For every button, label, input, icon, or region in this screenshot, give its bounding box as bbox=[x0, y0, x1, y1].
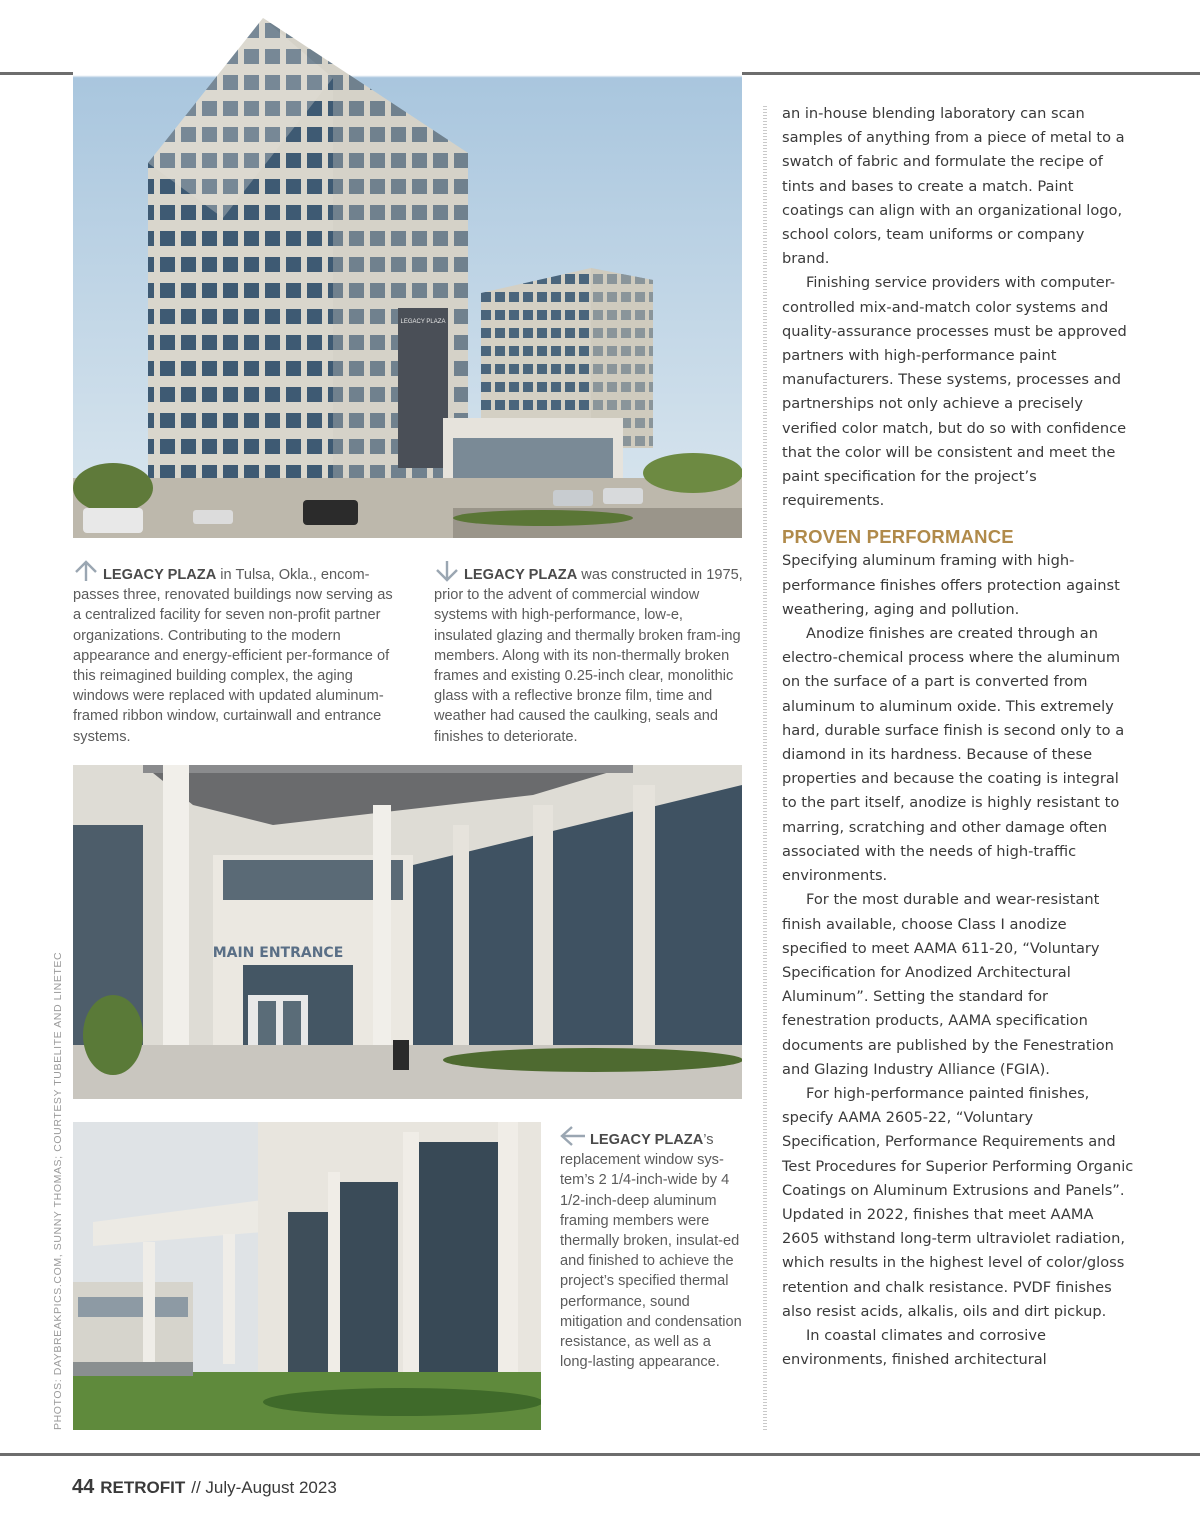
bottom-rule bbox=[0, 1453, 1200, 1456]
page-number: 44 bbox=[72, 1476, 95, 1498]
arrow-up-icon bbox=[73, 560, 99, 582]
article-paragraph: Finishing service providers with computer-controlled mix-and-match color systems and quality-assurance processes must be approved partners with high-performance paint manufacturers. These systems, processes and partnerships not only achieve a precisely verified color match, but do so with confidence that the color will be consistent and meet the paint specification for the project’s requirements. bbox=[782, 274, 1127, 510]
photo-caption-3 bbox=[560, 1125, 743, 1372]
caption-text: was constructed in 1975, prior to the advent of commercial window systems with high-performance, low-e, insulated glazing and thermally broken fram-ing members. Along with its non-thermally broken frames and existing 0.25-inch clear, monolithic glass with a reflective bronze film, time and weather had caused the caulking, seals and finishes to deteriorate. bbox=[434, 567, 743, 745]
article-paragraph: For high-performance painted finishes, specify AAMA 2605-22, “Voluntary Specification, Performance Requirements and Test Procedures for Superior Performing Organic Coatings on Aluminum Extrusions and Panels”. Updated in 2022, finishes that meet AAMA 2605 withstand long-term ultraviolet radiation, which results in the highest level of color/gloss retention and chalk resistance. PVDF finishes also resist acids, alkalis, oils and dirt pickup. bbox=[782, 1084, 1134, 1320]
article-paragraph: Specifying aluminum framing with high-performance finishes offers protection against weathering, aging and pollution. bbox=[782, 552, 1120, 618]
page-folio bbox=[72, 1476, 337, 1499]
arrow-down-icon bbox=[434, 560, 460, 582]
section-heading: PROVEN PERFORMANCE bbox=[782, 526, 1014, 548]
caption-lead: LEGACY PLAZA bbox=[464, 567, 578, 583]
article-paragraph: Anodize finishes are created through an electro-chemical process where the aluminum on the surface of a part is converted from aluminum to aluminum oxide. This extremely hard, durable surface finish is second only to a diamond in its hardness. Because of these properties and because the coating is integral to the part itself, anodize is highly resistant to marring, scratching and other damage often associated with the needs of high-traffic environments. bbox=[782, 625, 1125, 885]
photo-caption-1 bbox=[73, 560, 399, 747]
photo-caption-2 bbox=[434, 560, 744, 747]
article-paragraph: For the most durable and wear-resistant finish available, choose Class I anodize specified to meet AAMA 611-20, “Voluntary Specification for Anodized Architectural Aluminum”. Setting the standard for fenestration products, AAMA specification documents are published by the Fenestration and Glazing Industry Alliance (FGIA). bbox=[782, 891, 1114, 1078]
issue-date: // July-August 2023 bbox=[191, 1478, 337, 1497]
legacy-plaza-tower-photo bbox=[73, 18, 742, 538]
caption-lead: LEGACY PLAZA bbox=[103, 567, 217, 583]
arrow-left-icon bbox=[560, 1125, 586, 1147]
magazine-name: RETROFIT bbox=[100, 1478, 186, 1497]
caption-text: in Tulsa, Okla., encom-passes three, renovated buildings now serving as a centralized facility for seven non-profit partner organizations. Contributing to the modern appearance and energy-efficient per-formance of this reimagined building complex, the aging windows were replaced with updated aluminum-framed ribbon window, curtainwall and entrance systems. bbox=[73, 567, 393, 745]
main-entrance-photo bbox=[73, 765, 742, 1099]
article-paragraph: an in-house blending laboratory can scan samples of anything from a piece of metal to a swatch of fabric and formulate the recipe of tints and bases to create a match. Paint coatings can align with an organizational logo, school colors, team uniforms or company brand. bbox=[782, 105, 1125, 268]
caption-text: ’s replacement window sys-tem’s 2 1/4-inch-wide by 4 1/2-inch-deep aluminum framing members were thermally broken, insulat-ed and finished to achieve the project’s specified thermal performance, sound mitigation and condensation resistance, as well as a long-lasting appearance. bbox=[560, 1132, 742, 1371]
article-body bbox=[782, 102, 1134, 1372]
curtainwall-detail-photo bbox=[73, 1122, 541, 1430]
entrance-sign-text: MAIN ENTRANCE bbox=[212, 945, 344, 961]
tower-sign-text: LEGACY PLAZA bbox=[400, 319, 446, 325]
article-paragraph: In coastal climates and corrosive environments, finished architectural bbox=[782, 1326, 1047, 1369]
caption-lead: LEGACY PLAZA bbox=[590, 1132, 704, 1148]
photo-credit: PHOTOS: DAYBREAKPICS.COM, SUNNY THOMAS; COURTESY TUBELITE AND LINETEC bbox=[52, 951, 64, 1430]
column-divider bbox=[763, 106, 767, 1432]
